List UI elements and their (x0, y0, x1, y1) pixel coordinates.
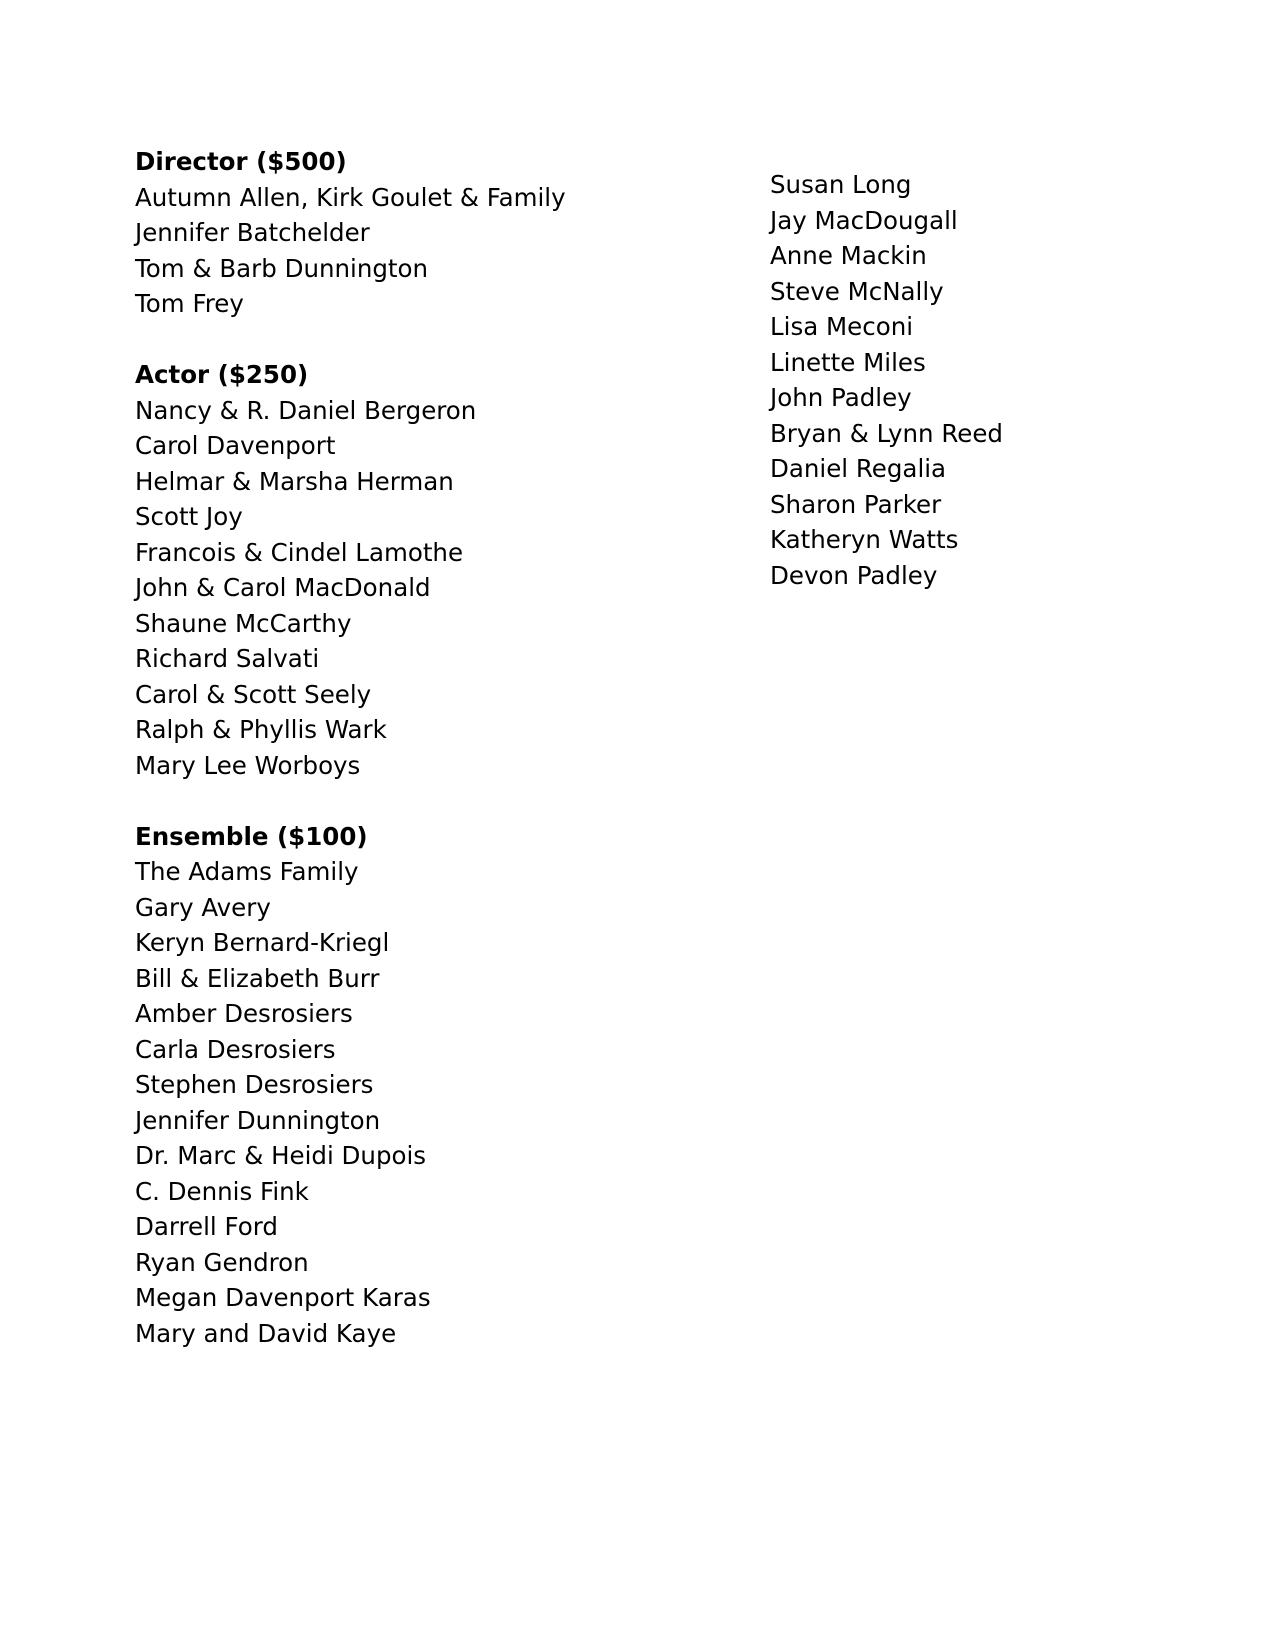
section-heading: Director ($500) (135, 147, 347, 176)
donor-name: C. Dennis Fink (135, 1176, 309, 1206)
donor-name: Devon Padley (770, 560, 938, 590)
donor-name: Katheryn Watts (770, 525, 959, 554)
donor-name: Shaune McCarthy (135, 608, 352, 638)
donor-name: Amber Desrosiers (135, 999, 353, 1028)
donor-name: Ralph & Phyllis Wark (135, 715, 387, 744)
donor-name: Megan Davenport Karas (135, 1283, 431, 1312)
section-heading: Ensemble ($100) (135, 821, 368, 851)
donor-name: Ryan Gendron (135, 1247, 309, 1277)
donor-name: Nancy & R. Daniel Bergeron (135, 395, 477, 425)
donor-name: Jay MacDougall (770, 205, 958, 235)
donor-name: Carla Desrosiers (135, 1034, 336, 1064)
donor-name: Anne Mackin (770, 241, 927, 270)
donor-name: Tom Frey (135, 289, 244, 318)
donor-name: Darrell Ford (135, 1212, 278, 1241)
section-spacer (135, 783, 695, 819)
donor-name: Daniel Regalia (770, 454, 947, 483)
donor-name: Tom & Barb Dunnington (135, 253, 429, 283)
donor-name: Keryn Bernard-Kriegl (135, 928, 390, 957)
donor-name: Richard Salvati (135, 644, 320, 673)
donor-name: Mary and David Kaye (135, 1318, 397, 1348)
donor-name: Bill & Elizabeth Burr (135, 963, 380, 993)
donor-name: Scott Joy (135, 502, 243, 531)
donor-name: Autumn Allen, Kirk Goulet & Family (135, 182, 566, 212)
section-actor (135, 357, 695, 783)
donor-name: Jennifer Batchelder (135, 218, 370, 247)
donor-name: Steve McNally (770, 276, 944, 306)
donor-name: The Adams Family (135, 857, 359, 886)
section-director (135, 144, 695, 322)
donor-name: Dr. Marc & Heidi Dupois (135, 1141, 427, 1170)
donor-name: Susan Long (770, 170, 912, 199)
left-column (135, 144, 695, 1351)
donor-name: Mary Lee Worboys (135, 750, 361, 780)
donor-name: John Padley (770, 383, 912, 412)
donor-name: Bryan & Lynn Reed (770, 418, 1003, 448)
donor-name: Francois & Cindel Lamothe (135, 537, 464, 567)
section-ensemble (135, 819, 695, 1352)
section-spacer (135, 322, 695, 358)
donor-name: Sharon Parker (770, 489, 942, 519)
donor-name: Stephen Desrosiers (135, 1070, 374, 1099)
section-heading: Actor ($250) (135, 360, 309, 389)
donor-name: Carol & Scott Seely (135, 679, 372, 709)
donor-name: Carol Davenport (135, 431, 336, 460)
donor-name: John & Carol MacDonald (135, 573, 431, 602)
donor-name: Linette Miles (770, 347, 926, 377)
donor-name: Lisa Meconi (770, 312, 914, 341)
donor-name: Gary Avery (135, 892, 271, 922)
donor-name: Jennifer Dunnington (135, 1105, 381, 1135)
right-column (770, 167, 1030, 593)
donor-name: Helmar & Marsha Herman (135, 466, 454, 496)
